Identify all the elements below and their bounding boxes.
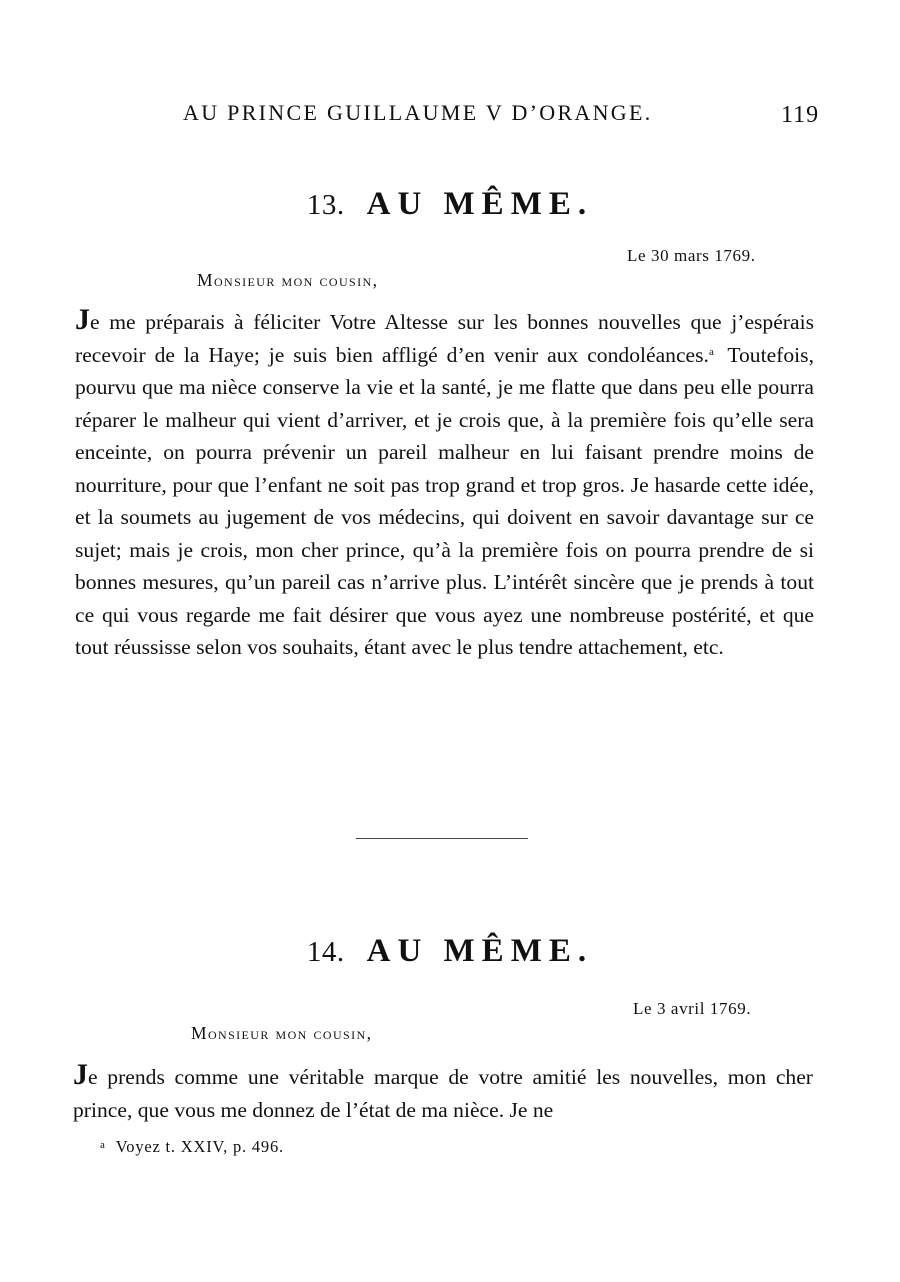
letter-14-dropcap: J xyxy=(73,1058,88,1091)
letter-13-salutation: Monsieur mon cousin, xyxy=(197,270,379,290)
letter-14-date: Le 3 avril 1769. xyxy=(633,999,752,1018)
letter-13-title: AU MÊME. xyxy=(366,186,594,222)
letter-13-dropcap: J xyxy=(75,303,90,336)
footnote-text: Voyez t. XXIV, p. 496. xyxy=(115,1137,284,1156)
letter-13-text-part-1: e me préparais à féliciter Votre Altesse sur les bonnes nouvelles que j’espérais recevoir de la Haye; je suis bien affligé d’en venir aux condoléances. xyxy=(75,310,814,367)
letter-13-date: Le 30 mars 1769. xyxy=(627,246,756,265)
letter-13-body xyxy=(75,303,814,664)
letter-13-heading xyxy=(0,186,900,223)
letter-14-title: AU MÊME. xyxy=(366,933,594,969)
letter-14-body xyxy=(73,1058,813,1126)
letter-14-salutation: Monsieur mon cousin, xyxy=(191,1023,373,1043)
letter-13-number: 13. xyxy=(306,189,345,221)
section-divider xyxy=(356,838,528,839)
running-head-title: AU PRINCE GUILLAUME V D’ORANGE. xyxy=(183,100,653,125)
page-number: 119 xyxy=(781,102,820,128)
footnote-reference-marker: a xyxy=(708,345,714,358)
footnote xyxy=(100,1137,284,1157)
letter-14-number: 14. xyxy=(306,936,345,968)
footnote-marker: a xyxy=(100,1139,106,1151)
letter-13-text-part-2: Toutefois, pourvu que ma nièce conserve la vie et la santé, je me flatte que dans peu elle pourra réparer le malheur qui vient d’arriver, et je crois que, à la première fois qu’elle sera enceinte, on pourra prévenir un pareil malheur en lui faisant prendre moins de nourriture, pour que l’enfant ne soit pas trop grand et trop gros. Je hasarde cette idée, et la soumets au jugement de vos médecins, qui doivent en savoir davantage sur ce sujet; mais je crois, mon cher prince, qu’à la première fois on pourra prendre de si bonnes mesures, qu’un pareil cas n’arrive plus. L’intérêt sincère que je prends à tout ce qui vous regarde me fait désirer que vous ayez une nombreuse postérité, et que tout réussisse selon vos souhaits, étant avec le plus tendre attachement, etc. xyxy=(75,342,814,659)
letter-14-text: e prends comme une véritable marque de votre amitié les nouvelles, mon cher prince, que vous me donnez de l’état de ma nièce. Je ne xyxy=(73,1065,813,1122)
letter-14-heading xyxy=(0,933,900,970)
